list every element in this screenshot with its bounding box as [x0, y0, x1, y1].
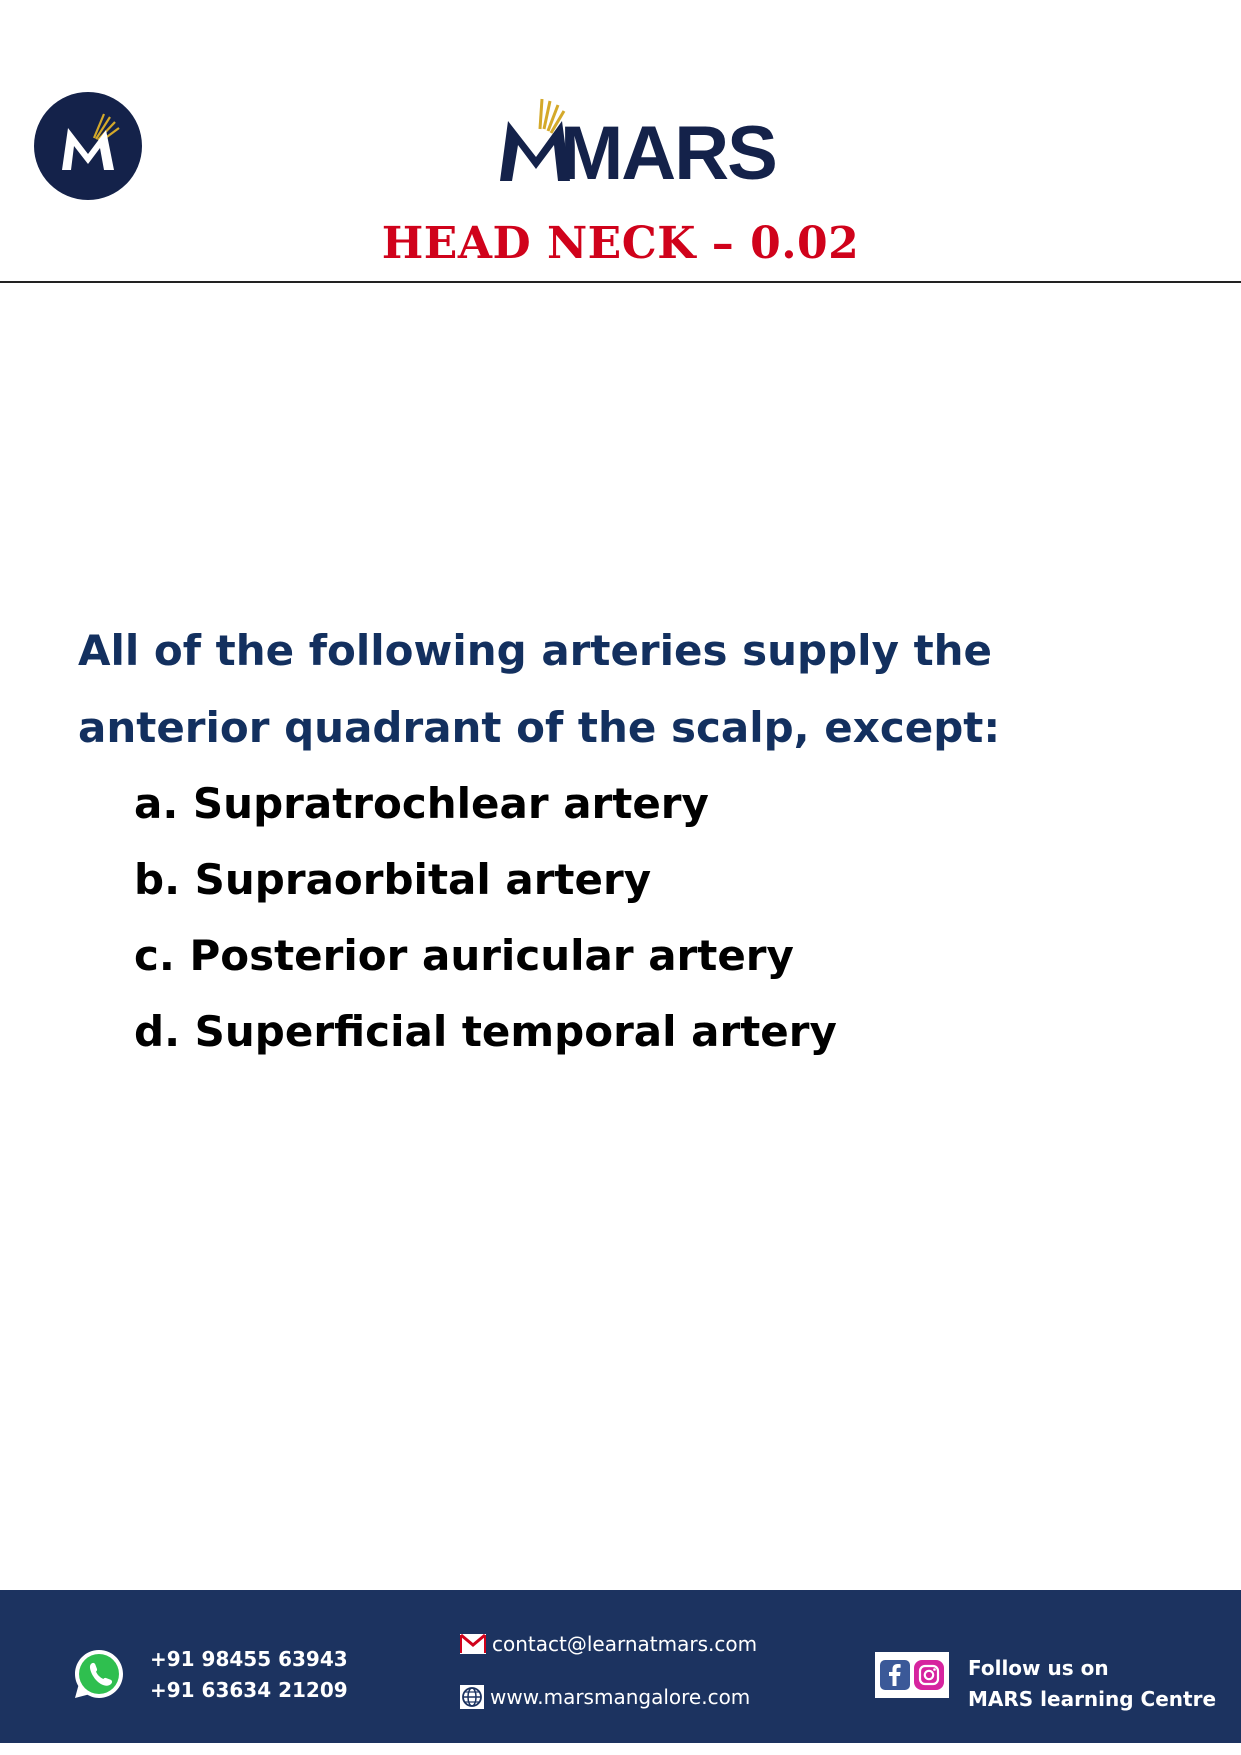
phone-number-1[interactable]: +91 98455 63943: [150, 1647, 348, 1671]
facebook-icon[interactable]: [880, 1660, 910, 1690]
footer: [0, 1590, 1241, 1743]
question-text: All of the following arteries supply the anterior quadrant of the scalp, except:: [78, 626, 1001, 752]
question-block: [78, 612, 1198, 1070]
follow-us: [968, 1653, 1216, 1715]
phone-number-2[interactable]: +91 63634 21209: [150, 1678, 348, 1702]
whatsapp-icon: [72, 1647, 126, 1701]
email-link[interactable]: contact@learnatmars.com: [492, 1632, 758, 1656]
logo-wordmark: MARS: [560, 111, 776, 196]
badge-logo: [34, 92, 142, 200]
page-title: HEAD NECK – 0.02: [381, 218, 860, 269]
follow-line-2[interactable]: MARS learning Centre: [968, 1687, 1217, 1711]
follow-line-1: Follow us on: [968, 1656, 1109, 1680]
instagram-icon[interactable]: [914, 1660, 944, 1690]
mars-logo: [498, 95, 776, 196]
email-line: [460, 1632, 757, 1656]
answer-options: [78, 766, 1198, 1070]
website-link[interactable]: www.marsmangalore.com: [490, 1685, 751, 1709]
option-a: a. Supratrochlear artery: [134, 779, 709, 828]
website-line: [460, 1685, 750, 1709]
mail-icon: [460, 1634, 486, 1654]
option-c: c. Posterior auricular artery: [134, 931, 794, 980]
social-icons: [875, 1652, 949, 1698]
header-divider: [0, 281, 1241, 283]
phone-numbers: [150, 1644, 348, 1706]
option-d: d. Superficial temporal artery: [134, 1007, 837, 1056]
globe-icon: [460, 1685, 484, 1709]
option-b: b. Supraorbital artery: [134, 855, 652, 904]
